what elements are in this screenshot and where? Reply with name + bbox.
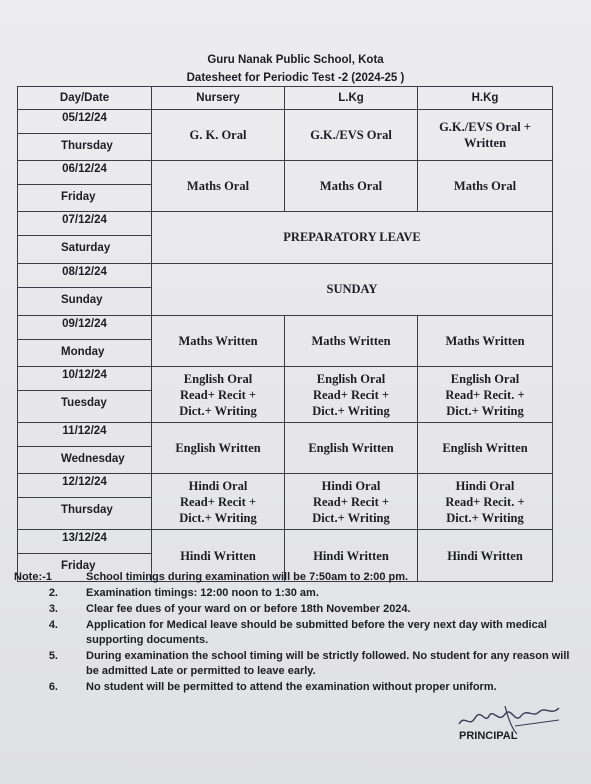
table-row — [18, 110, 553, 161]
day-text: Saturday — [61, 242, 111, 254]
lkg-subject: Hindi Oral Read+ Recit + Dict.+ Writing — [285, 474, 418, 530]
table-row — [18, 316, 553, 367]
principal-label: PRINCIPAL — [459, 730, 518, 742]
note-text: Application for Medical leave should be submitted before the very next day with medical supporting documents. — [86, 619, 547, 646]
nursery-subject: English Oral Read+ Recit + Dict.+ Writing — [152, 367, 285, 423]
lkg-subject: Maths Oral — [285, 161, 418, 212]
lkg-subject: English Written — [285, 423, 418, 474]
note-number: 6. — [48, 681, 58, 693]
day-text: Thursday — [61, 140, 113, 152]
lkg-subject: Hindi Written — [285, 530, 418, 582]
table-row — [18, 264, 553, 316]
hkg-subject: English Oral Read+ Recit. + Dict.+ Writing — [418, 367, 553, 423]
header-hkg: H.Kg — [418, 87, 553, 110]
hkg-subject: Hindi Oral Read+ Recit. + Dict.+ Writing — [418, 474, 553, 530]
day-date-cell — [18, 474, 152, 530]
day-date-cell — [18, 316, 152, 367]
day-date-cell — [18, 264, 152, 316]
note-item — [14, 649, 574, 679]
date-text: 06/12/24 — [18, 161, 151, 185]
nursery-subject: Hindi Written — [152, 530, 285, 582]
note-number: 3. — [48, 603, 58, 615]
note-number: 4. — [48, 619, 58, 631]
note-item — [14, 586, 574, 601]
day-text: Monday — [61, 346, 105, 358]
note-text: During examination the school timing will be strictly followed. No student for any reason will be admitted Late or permitted to leave early. — [86, 650, 570, 677]
day-text: Friday — [61, 560, 96, 572]
lkg-subject: G.K./EVS Oral — [285, 110, 418, 161]
day-date-cell — [18, 110, 152, 161]
nursery-subject: G. K. Oral — [152, 110, 285, 161]
day-text: Thursday — [61, 504, 113, 516]
note-item — [14, 570, 574, 585]
table-row — [18, 212, 553, 264]
header-lkg: L.Kg — [285, 87, 418, 110]
hkg-subject: Maths Oral — [418, 161, 553, 212]
hkg-subject: G.K./EVS Oral + Written — [418, 110, 553, 161]
leave-cell: SUNDAY — [152, 264, 553, 316]
nursery-subject: English Written — [152, 423, 285, 474]
date-text: 09/12/24 — [18, 316, 151, 340]
hkg-subject: Maths Written — [418, 316, 553, 367]
date-text: 05/12/24 — [18, 110, 151, 134]
day-text: Friday — [61, 191, 96, 203]
date-text: 07/12/24 — [18, 212, 151, 236]
note-text: Clear fee dues of your ward on or before 18th November 2024. — [86, 603, 411, 615]
date-text: 11/12/24 — [18, 423, 151, 447]
school-name: Guru Nanak Public School, Kota — [207, 54, 384, 66]
date-text: 08/12/24 — [18, 264, 151, 288]
header-day-date: Day/Date — [18, 87, 152, 110]
nursery-subject: Maths Oral — [152, 161, 285, 212]
note-number: 5. — [48, 650, 58, 662]
table-header-row — [18, 87, 553, 110]
table-row — [18, 423, 553, 474]
note-text: School timings during examination will be 7:50am to 2:00 pm. — [86, 571, 409, 583]
note-number: Note:-1 — [14, 571, 52, 583]
datesheet-table — [17, 86, 553, 582]
hkg-subject: English Written — [418, 423, 553, 474]
table-row — [18, 474, 553, 530]
note-item — [14, 602, 574, 617]
day-date-cell — [18, 423, 152, 474]
lkg-subject: English Oral Read+ Recit + Dict.+ Writing — [285, 367, 418, 423]
note-item — [14, 680, 574, 695]
day-text: Tuesday — [61, 397, 107, 409]
day-text: Sunday — [61, 294, 103, 306]
day-date-cell — [18, 161, 152, 212]
hkg-subject: Hindi Written — [418, 530, 553, 582]
header-nursery: Nursery — [152, 87, 285, 110]
note-text: Examination timings: 12:00 noon to 1:30 am. — [86, 587, 319, 599]
date-text: 13/12/24 — [18, 530, 151, 554]
day-date-cell — [18, 212, 152, 264]
note-number: 2. — [48, 587, 58, 599]
note-text: No student will be permitted to attend the examination without proper uniform. — [86, 681, 497, 693]
date-text: 10/12/24 — [18, 367, 151, 391]
note-item — [14, 618, 574, 648]
date-text: 12/12/24 — [18, 474, 151, 498]
nursery-subject: Maths Written — [152, 316, 285, 367]
table-row — [18, 367, 553, 423]
notes-section — [14, 570, 574, 696]
leave-cell: PREPARATORY LEAVE — [152, 212, 553, 264]
datesheet-title: Datesheet for Periodic Test -2 (2024-25 ) — [186, 72, 405, 84]
day-text: Wednesday — [61, 453, 125, 465]
lkg-subject: Maths Written — [285, 316, 418, 367]
nursery-subject: Hindi Oral Read+ Recit + Dict.+ Writing — [152, 474, 285, 530]
day-date-cell — [18, 367, 152, 423]
table-row — [18, 161, 553, 212]
